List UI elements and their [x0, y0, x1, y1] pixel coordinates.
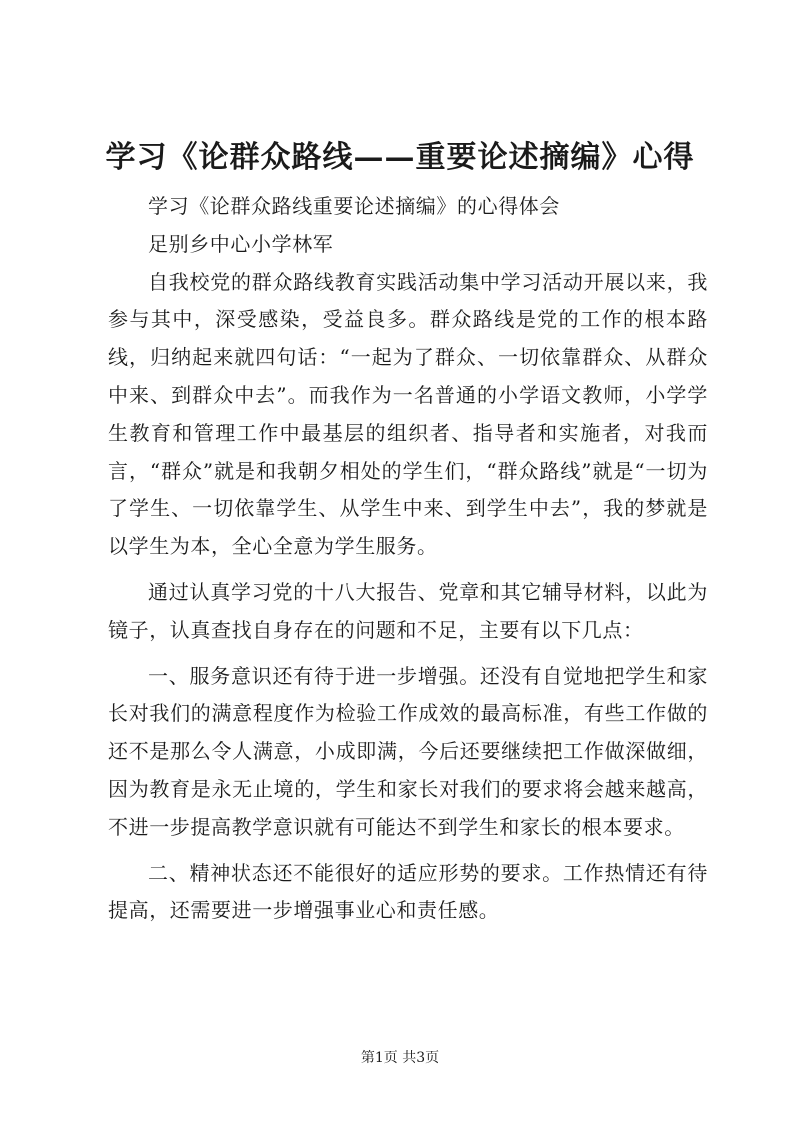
document-body — [108, 188, 708, 930]
body-paragraph-intro: 自我校党的群众路线教育实践活动集中学习活动开展以来，我参与其中，深受感染，受益良多。群众路线是党的工作的根本路线，归纳起来就四句话：“一起为了群众、一切依靠群众、从群众中来、到群众中去”。而我作为一名普通的小学语文教师，小学学生教育和管理工作中最基层的组织者、指导者和实施者，对我而言，“群众”就是和我朝夕相处的学生们，“群众路线”就是“一切为了学生、一切依靠学生、从学生中来、到学生中去”，我的梦就是以学生为本，全心全意为学生服务。 — [108, 269, 708, 559]
body-paragraph-point-one: 一、服务意识还有待于进一步增强。还没有自觉地把学生和家长对我们的满意程度作为检验工作成效的最高标准，有些工作做的还不是那么令人满意，小成即满，今后还要继续把工作做深做细，因为教育是永无止境的，学生和家长对我们的要求将会越来越高，不进一步提高教学意识就有可能达不到学生和家长的根本要求。 — [108, 663, 708, 839]
page-number-footer: 第1页 共3页 — [360, 1050, 440, 1066]
document-title: 学习《论群众路线——重要论述摘编》心得 — [105, 140, 695, 175]
subtitle-paragraph: 学习《论群众路线重要论述摘编》的心得体会 — [148, 194, 560, 218]
author-paragraph: 足别乡中心小学林军 — [148, 231, 334, 256]
body-paragraph-study: 通过认真学习党的十八大报告、党章和其它辅导材料，以此为镜子，认真查找自身存在的问题和不足，主要有以下几点： — [108, 579, 708, 642]
body-paragraph-point-two: 二、精神状态还不能很好的适应形势的要求。工作热情还有待提高，还需要进一步增强事业心和责任感。 — [108, 860, 708, 923]
